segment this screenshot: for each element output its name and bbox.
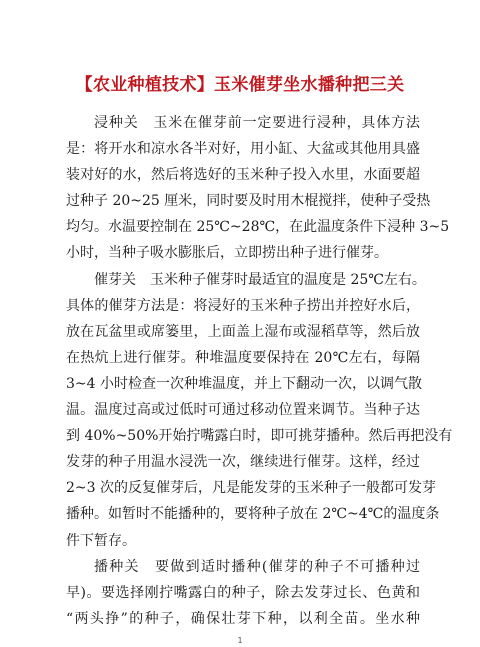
text-line: 浸种关 玉米在催芽前一定要进行浸种，具体方法	[94, 115, 420, 131]
text-line: 播种。如暂时不能播种的，要将种子放在 2℃~4℃的温度条	[66, 506, 440, 523]
text-line: 催芽关 玉米种子催芽时最适宜的温度是 25℃左右。	[94, 271, 426, 288]
text-line: 均匀。水温要控制在 25℃~28℃，在此温度条件下浸种 3~5	[66, 219, 450, 236]
text-line: 播种关 要做到适时播种(催芽的种子不可播种过	[94, 558, 420, 575]
text-line: “两头挣”的种子，确保壮芽下种，以利全苗。坐水种	[66, 610, 420, 627]
text-line: 小时，当种子吸水膨胀后，立即捞出种子进行催芽。	[66, 245, 388, 262]
text-line: 件下暂存。	[66, 532, 136, 549]
text-line: 是：将开水和凉水各半对好，用小缸、大盆或其他用具盛	[66, 141, 420, 158]
text-line: 过种子 20~25 厘米，同时要及时用木棍搅拌，使种子受热	[66, 193, 431, 210]
text-line: 装对好的水，然后将选好的玉米种子投入水里，水面要超	[66, 167, 420, 184]
text-line: 具体的催芽方法是：将浸好的玉米种子捞出并控好水后，	[66, 297, 420, 314]
text-line: 早)。要选择刚拧嘴露白的种子，除去发芽过长、色黄和	[66, 584, 420, 601]
text-line: 放在瓦盆里或席篓里，上面盖上湿布或湿稻草等，然后放	[66, 323, 420, 340]
text-line: 2~3 次的反复催芽后，凡是能发芽的玉米种子一般都可发芽	[66, 480, 436, 497]
text-line: 温。温度过高或过低时可通过移动位置来调节。当种子达	[66, 402, 420, 419]
document-body	[66, 110, 453, 632]
paragraph-sowing	[66, 554, 420, 632]
text-line: 发芽的种子用温水浸洗一次，继续进行催芽。这样，经过	[66, 454, 420, 471]
document-title: 【农业种植技术】玉米催芽坐水播种把三关	[75, 75, 405, 95]
text-line: 在热炕上进行催芽。种堆温度要保持在 20℃左右，每隔	[66, 349, 420, 366]
text-line: 3~4 小时检查一次种堆温度，并上下翻动一次，以调气散	[66, 375, 422, 392]
paragraph-germination	[66, 267, 453, 554]
page-number: 1	[237, 636, 243, 645]
paragraph-soaking	[66, 110, 450, 267]
text-line: 到 40%~50%开始拧嘴露白时，即可挑芽播种。然后再把没有	[66, 428, 453, 445]
